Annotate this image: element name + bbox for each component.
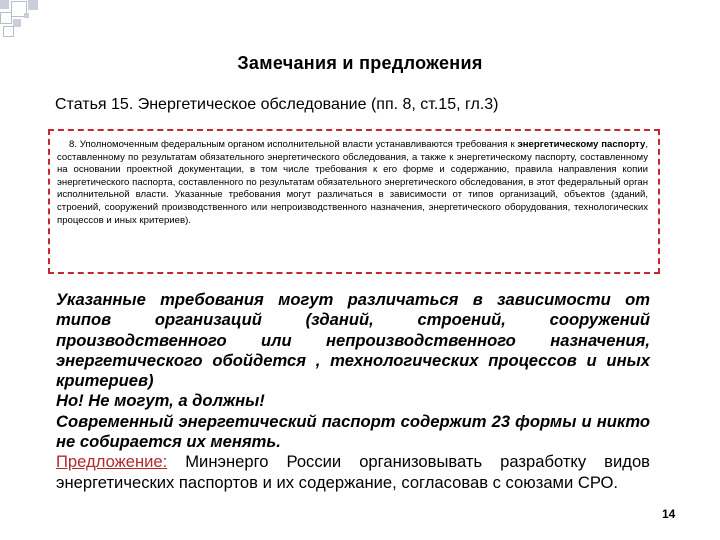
comment-must: Но! Не могут, а должны! [56,391,265,411]
decor-square [0,12,12,24]
comment-requirements: Указанные требования могут различаться в зависимости от типов организаций (зданий, строений, сооружений производственного или непроизводственного назначения, энергетического обойдется , технологических процессов и иных критериев) [56,290,650,391]
quote-emphasis: энергетическому паспорту [517,139,646,150]
decor-square [24,13,29,18]
article-reference: Статья 15. Энергетическое обследование (пп. 8, ст.15, гл.3) [55,96,499,113]
comment-current-passport: Современный энергетический паспорт содержит 23 формы и никто не собирается их менять. [56,411,650,452]
page-number: 14 [662,507,676,521]
slide-title: Замечания и предложения [237,53,483,73]
comments-block [56,290,650,493]
quote-rest: , составленному по результатам обязательного энергетического обследования, а также к энергетическому паспорту, составленному на основании проектной документации, в том числе требования к его форме и содержанию, правила направления копии энергетического паспорта, составленного по результатам обязательного энергетического обследования, в этот федеральный орган исполнительной власти. Указанные требования могут различаться в зависимости от типов организаций, объектов (зданий, строений, сооружений производственного или непроизводственного назначения, энергетического оборудования, технологических процессов и иных критериев). [57,139,648,226]
decor-square [13,19,21,27]
law-quote-text [57,139,648,227]
decor-square [3,26,14,37]
proposal-paragraph [56,452,650,493]
proposal-text: Минэнерго России организовывать разработку видов энергетических паспортов и их содержание, согласовав с союзами СРО. [56,452,650,492]
proposal-label: Предложение: [56,452,168,472]
decor-square [0,0,9,9]
law-quote-box [48,129,660,274]
quote-lead: 8. Уполномоченным федеральным органом исполнительной власти устанавливаются требования к [69,139,518,150]
decor-square [28,0,38,10]
